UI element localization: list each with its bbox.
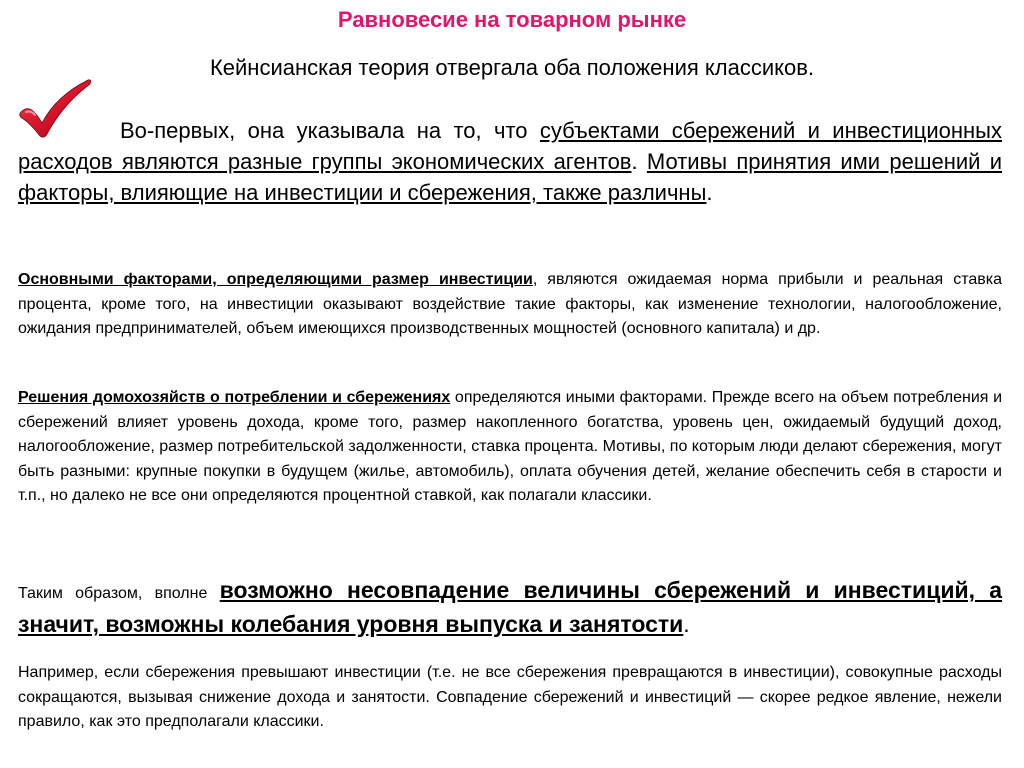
paragraph-investment-factors [18,268,1002,342]
para4-text: Таким образом, вполне [18,585,220,602]
paragraph-household-decisions [18,386,1002,509]
slide-title: Равновесие на товарном рынке [337,7,687,32]
para1-underlined-b: Мотивы принятия ими решений и факторы, влияющие на инвестиции и сбережения, также различны [18,149,1003,205]
paragraph-conclusion [18,575,1002,643]
para2-text: , являются ожидаемая норма прибыли и реальная ставка процента, кроме того, на инвестиции оказывают воздействие такие факторы, как изменение технологии, налогообложение, ожидания предпринимателей, объем имеющихся производственных мощностей (основного капитала) и др. [18,271,1003,337]
para1-text-b: . [631,149,647,174]
para2-bold: Основными факторами, определяющими размер инвестиции [18,271,533,288]
para1-text-c: . [706,180,713,205]
para3-text: определяются иными факторами. Прежде всего на объем потребления и сбережений влияет уровень дохода, кроме того, размер накопленного богатства, уровень цен, ожидаемый будущий доход, налогообложение, размер потребительской задолженности, ставка процента. Мотивы, по которым люди делают сбережения, могут быть разными: крупные покупки в будущем (жилье, автомобиль), оплата обучения детей, желание обеспечить себя в старости и т.п., но далеко не все они определяются процентной ставкой, как полагали классики. [18,389,1002,504]
para1-underlined-a: субъектами сбережений и инвестиционных расходов являются разные группы экономических агентов [18,118,1002,174]
slide-subtitle: Кейнсианская теория отвергала оба положения классиков. [209,55,815,80]
para4-end: . [683,611,690,637]
paragraph-first-point [18,115,1002,208]
para3-bold: Решения домохозяйств о потреблении и сбережениях [18,389,451,406]
para4-bold: возможно несовпадение величины сбережений и инвестиций, а значит, возможны колебания уровня выпуска и занятости [18,577,1003,637]
paragraph-example: Например, если сбережения превышают инвестиции (т.е. не все сбережения превращаются в инвестиции), совокупные расходы сокращаются, вызывая снижение дохода и занятости. Совпадение сбережений и инвестиций — скорее редкое явление, нежели правило, как это предполагали классики. [18,664,1002,730]
para1-text-a: Во-первых, она указывала на то, что [120,118,540,143]
